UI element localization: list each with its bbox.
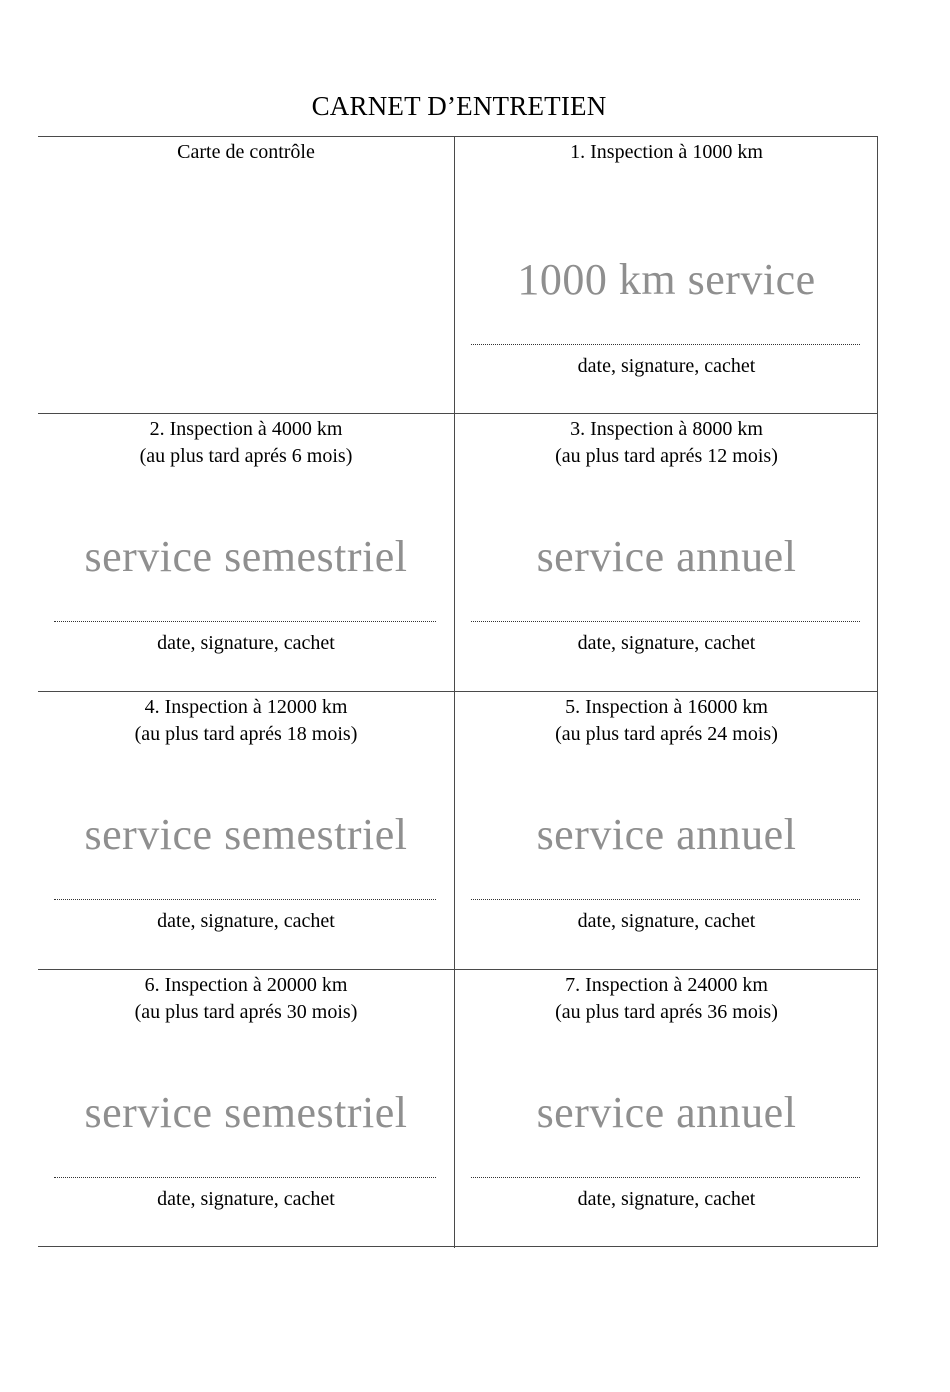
heading-line-2: (au plus tard aprés 18 mois) (134, 723, 358, 745)
heading-line-1: Carte de contrôle (177, 141, 315, 163)
cell-heading (38, 139, 454, 166)
signature-line (54, 1177, 436, 1178)
signature-caption: date, signature, cachet (157, 632, 335, 654)
signature-caption: date, signature, cachet (577, 910, 756, 932)
inspection-cell-6 (38, 970, 455, 1248)
inspection-cell-1 (455, 137, 878, 414)
signature-caption: date, signature, cachet (577, 355, 756, 377)
signature-line (54, 621, 436, 622)
signature-line (471, 899, 860, 900)
heading-line-2: (au plus tard aprés 6 mois) (139, 445, 353, 467)
heading-line-1: 7. Inspection à 24000 km (565, 974, 768, 996)
signature-caption: date, signature, cachet (577, 632, 756, 654)
cell-heading (455, 139, 878, 166)
heading-line-1: 5. Inspection à 16000 km (565, 696, 768, 718)
maintenance-grid (38, 136, 878, 1247)
cell-heading (38, 416, 454, 470)
heading-line-2: (au plus tard aprés 12 mois) (555, 445, 778, 467)
heading-line-1: 3. Inspection à 8000 km (570, 418, 763, 440)
signature-caption: date, signature, cachet (157, 1188, 335, 1210)
heading-line-1: 6. Inspection à 20000 km (144, 974, 348, 996)
heading-line-2: (au plus tard aprés 30 mois) (134, 1001, 358, 1023)
cell-heading (455, 416, 878, 470)
service-label: service annuel (536, 1088, 797, 1137)
signature-line (471, 621, 860, 622)
cell-heading (455, 972, 878, 1026)
service-label: 1000 km service (517, 255, 816, 304)
signature-line (54, 899, 436, 900)
control-card-cell (38, 137, 455, 414)
document-title: CARNET D’ENTRETIEN (311, 91, 607, 121)
heading-line-2: (au plus tard aprés 36 mois) (555, 1001, 778, 1023)
inspection-cell-7 (455, 970, 878, 1248)
signature-line (471, 344, 860, 345)
signature-caption: date, signature, cachet (157, 910, 335, 932)
cell-heading (455, 694, 878, 748)
inspection-cell-4 (38, 692, 455, 970)
heading-line-1: 1. Inspection à 1000 km (570, 141, 763, 163)
signature-caption: date, signature, cachet (577, 1188, 756, 1210)
heading-line-2: (au plus tard aprés 24 mois) (555, 723, 778, 745)
service-label: service semestriel (84, 810, 408, 859)
inspection-cell-3 (455, 414, 878, 692)
inspection-cell-5 (455, 692, 878, 970)
service-label: service semestriel (84, 532, 408, 581)
inspection-cell-2 (38, 414, 455, 692)
service-label: service annuel (536, 810, 797, 859)
service-label: service annuel (536, 532, 797, 581)
service-label: service semestriel (84, 1088, 408, 1137)
cell-heading (38, 694, 454, 748)
heading-line-1: 2. Inspection à 4000 km (149, 418, 343, 440)
heading-line-1: 4. Inspection à 12000 km (144, 696, 348, 718)
signature-line (471, 1177, 860, 1178)
cell-heading (38, 972, 454, 1026)
